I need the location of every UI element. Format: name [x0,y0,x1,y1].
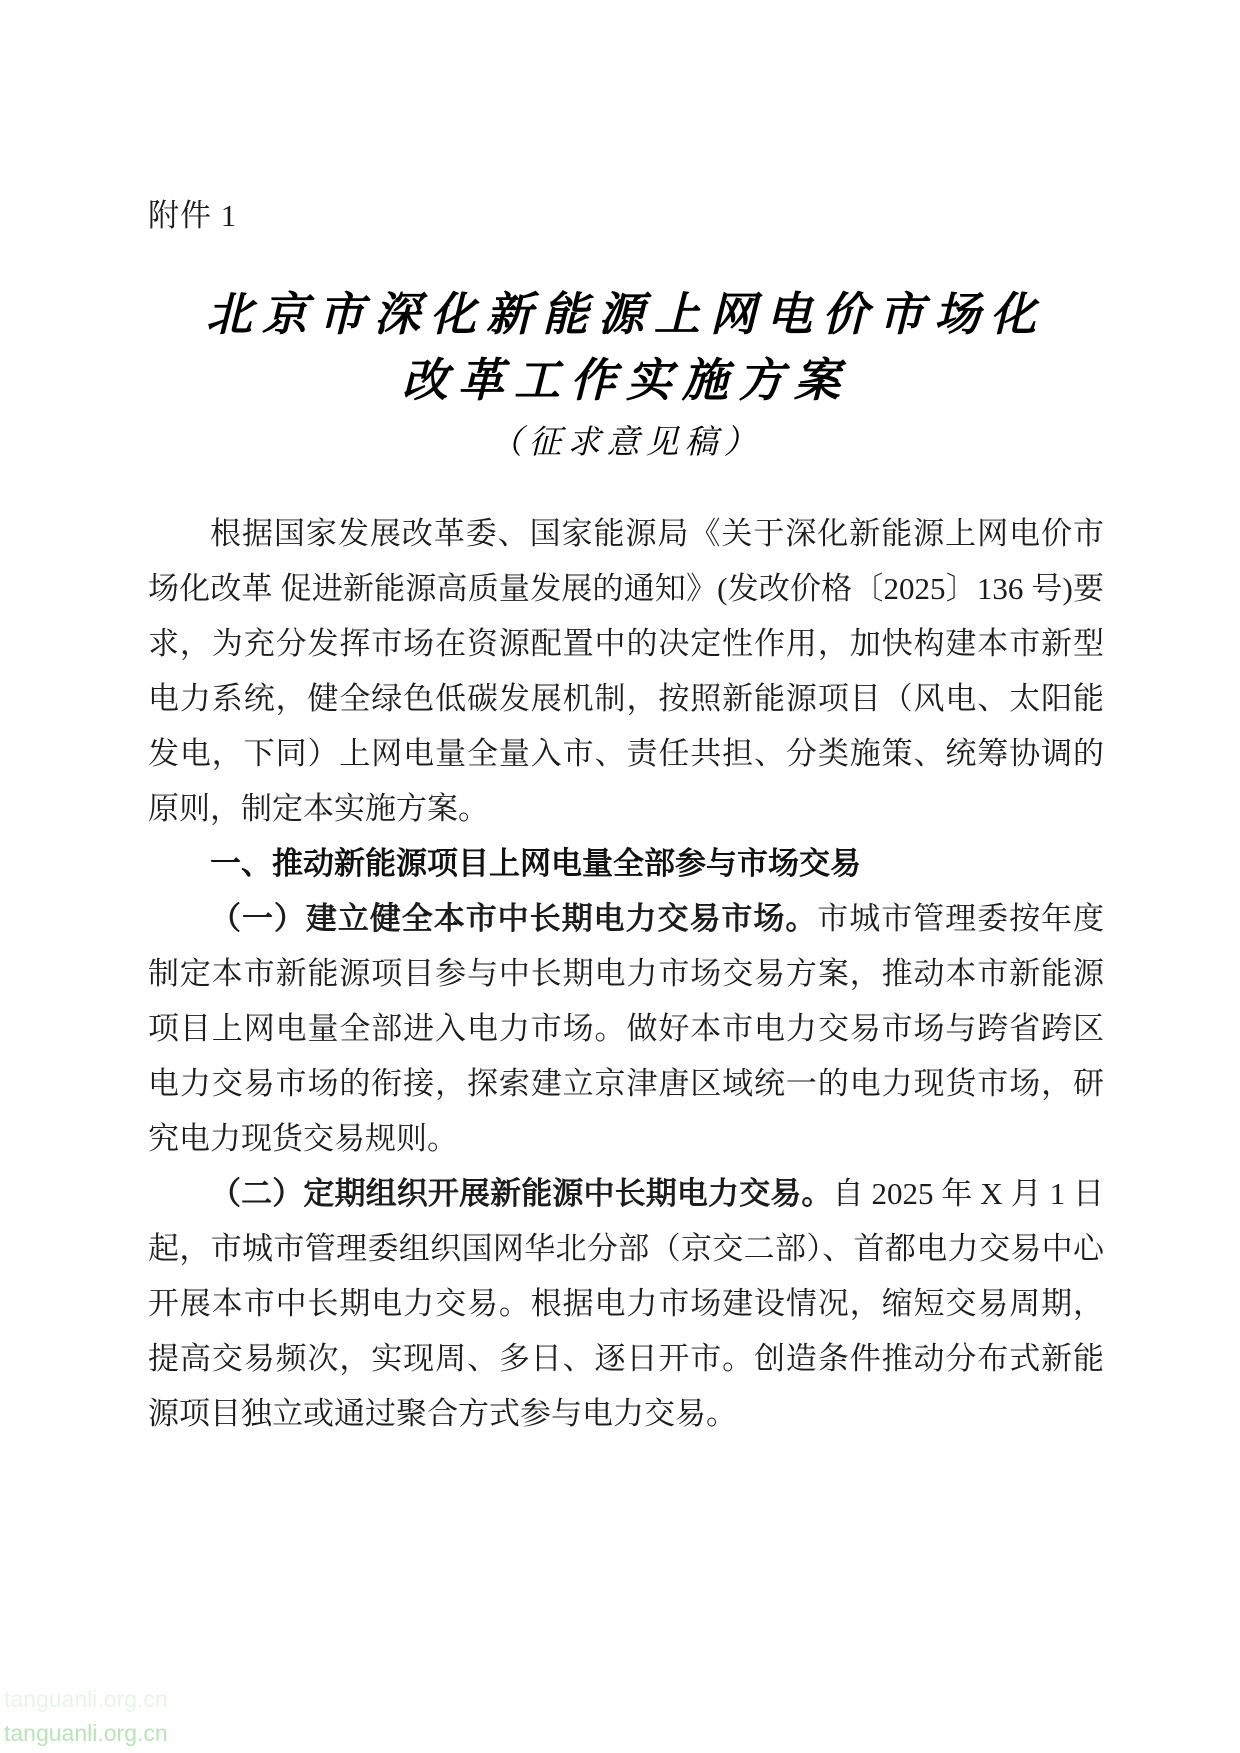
paragraph-item-2-lead: （二）定期组织开展新能源中长期电力交易。 [210,1176,833,1211]
paragraph-item-1-lead: （一）建立健全本市中长期电力交易市场。 [210,901,818,936]
document-title-line2: 改革工作实施方案 [402,355,850,406]
paragraph-item-2-body: 自 2025 年 X 月 1 日起，市城市管理委组织国网华北分部（京交二部）、首都电力交易中心开展本市中长期电力交易。根据电力市场建设情况，缩短交易周期，提高交易频次，实现周、多日、逐日开市。创造条件推动分布式新能源项目独立或通过聚合方式参与电力交易。 [148,1176,1105,1431]
document-title-line1: 北京市深化新能源上网电价市场化 [206,289,1046,340]
attachment-label: 附件 1 [148,198,238,233]
paragraph-item-2 [148,1166,1104,1441]
section-heading-1: 一、推动新能源项目上网电量全部参与市场交易 [210,846,861,881]
paragraph-item-1-body: 市城市管理委按年度制定本市新能源项目参与中长期电力市场交易方案，推动本市新能源项目上网电量全部进入电力市场。做好本市电力交易市场与跨省跨区电力交易市场的衔接，探索建立京津唐区域统一的电力现货市场，研究电力现货交易规则。 [148,901,1104,1156]
watermark-faint: tanguanli.org.cn [4,1686,168,1712]
document-body [148,506,1104,1441]
document-subtitle: （征求意见稿） [489,425,763,461]
document-content [148,196,1104,1441]
title-block [148,282,1104,466]
paragraph-intro: 根据国家发展改革委、国家能源局《关于深化新能源上网电价市场化改革 促进新能源高质量发展的通知》(发改价格〔2025〕136 号)要求，为充分发挥市场在资源配置中的决定性作用，加快构建本市新型电力系统，健全绿色低碳发展机制，按照新能源项目（风电、太阳能发电，下同）上网电量全量入市、责任共担、分类施策、统筹协调的原则，制定本实施方案。 [148,516,1104,826]
watermark: tanguanli.org.cn [4,1720,168,1746]
paragraph-item-1 [148,891,1104,1166]
